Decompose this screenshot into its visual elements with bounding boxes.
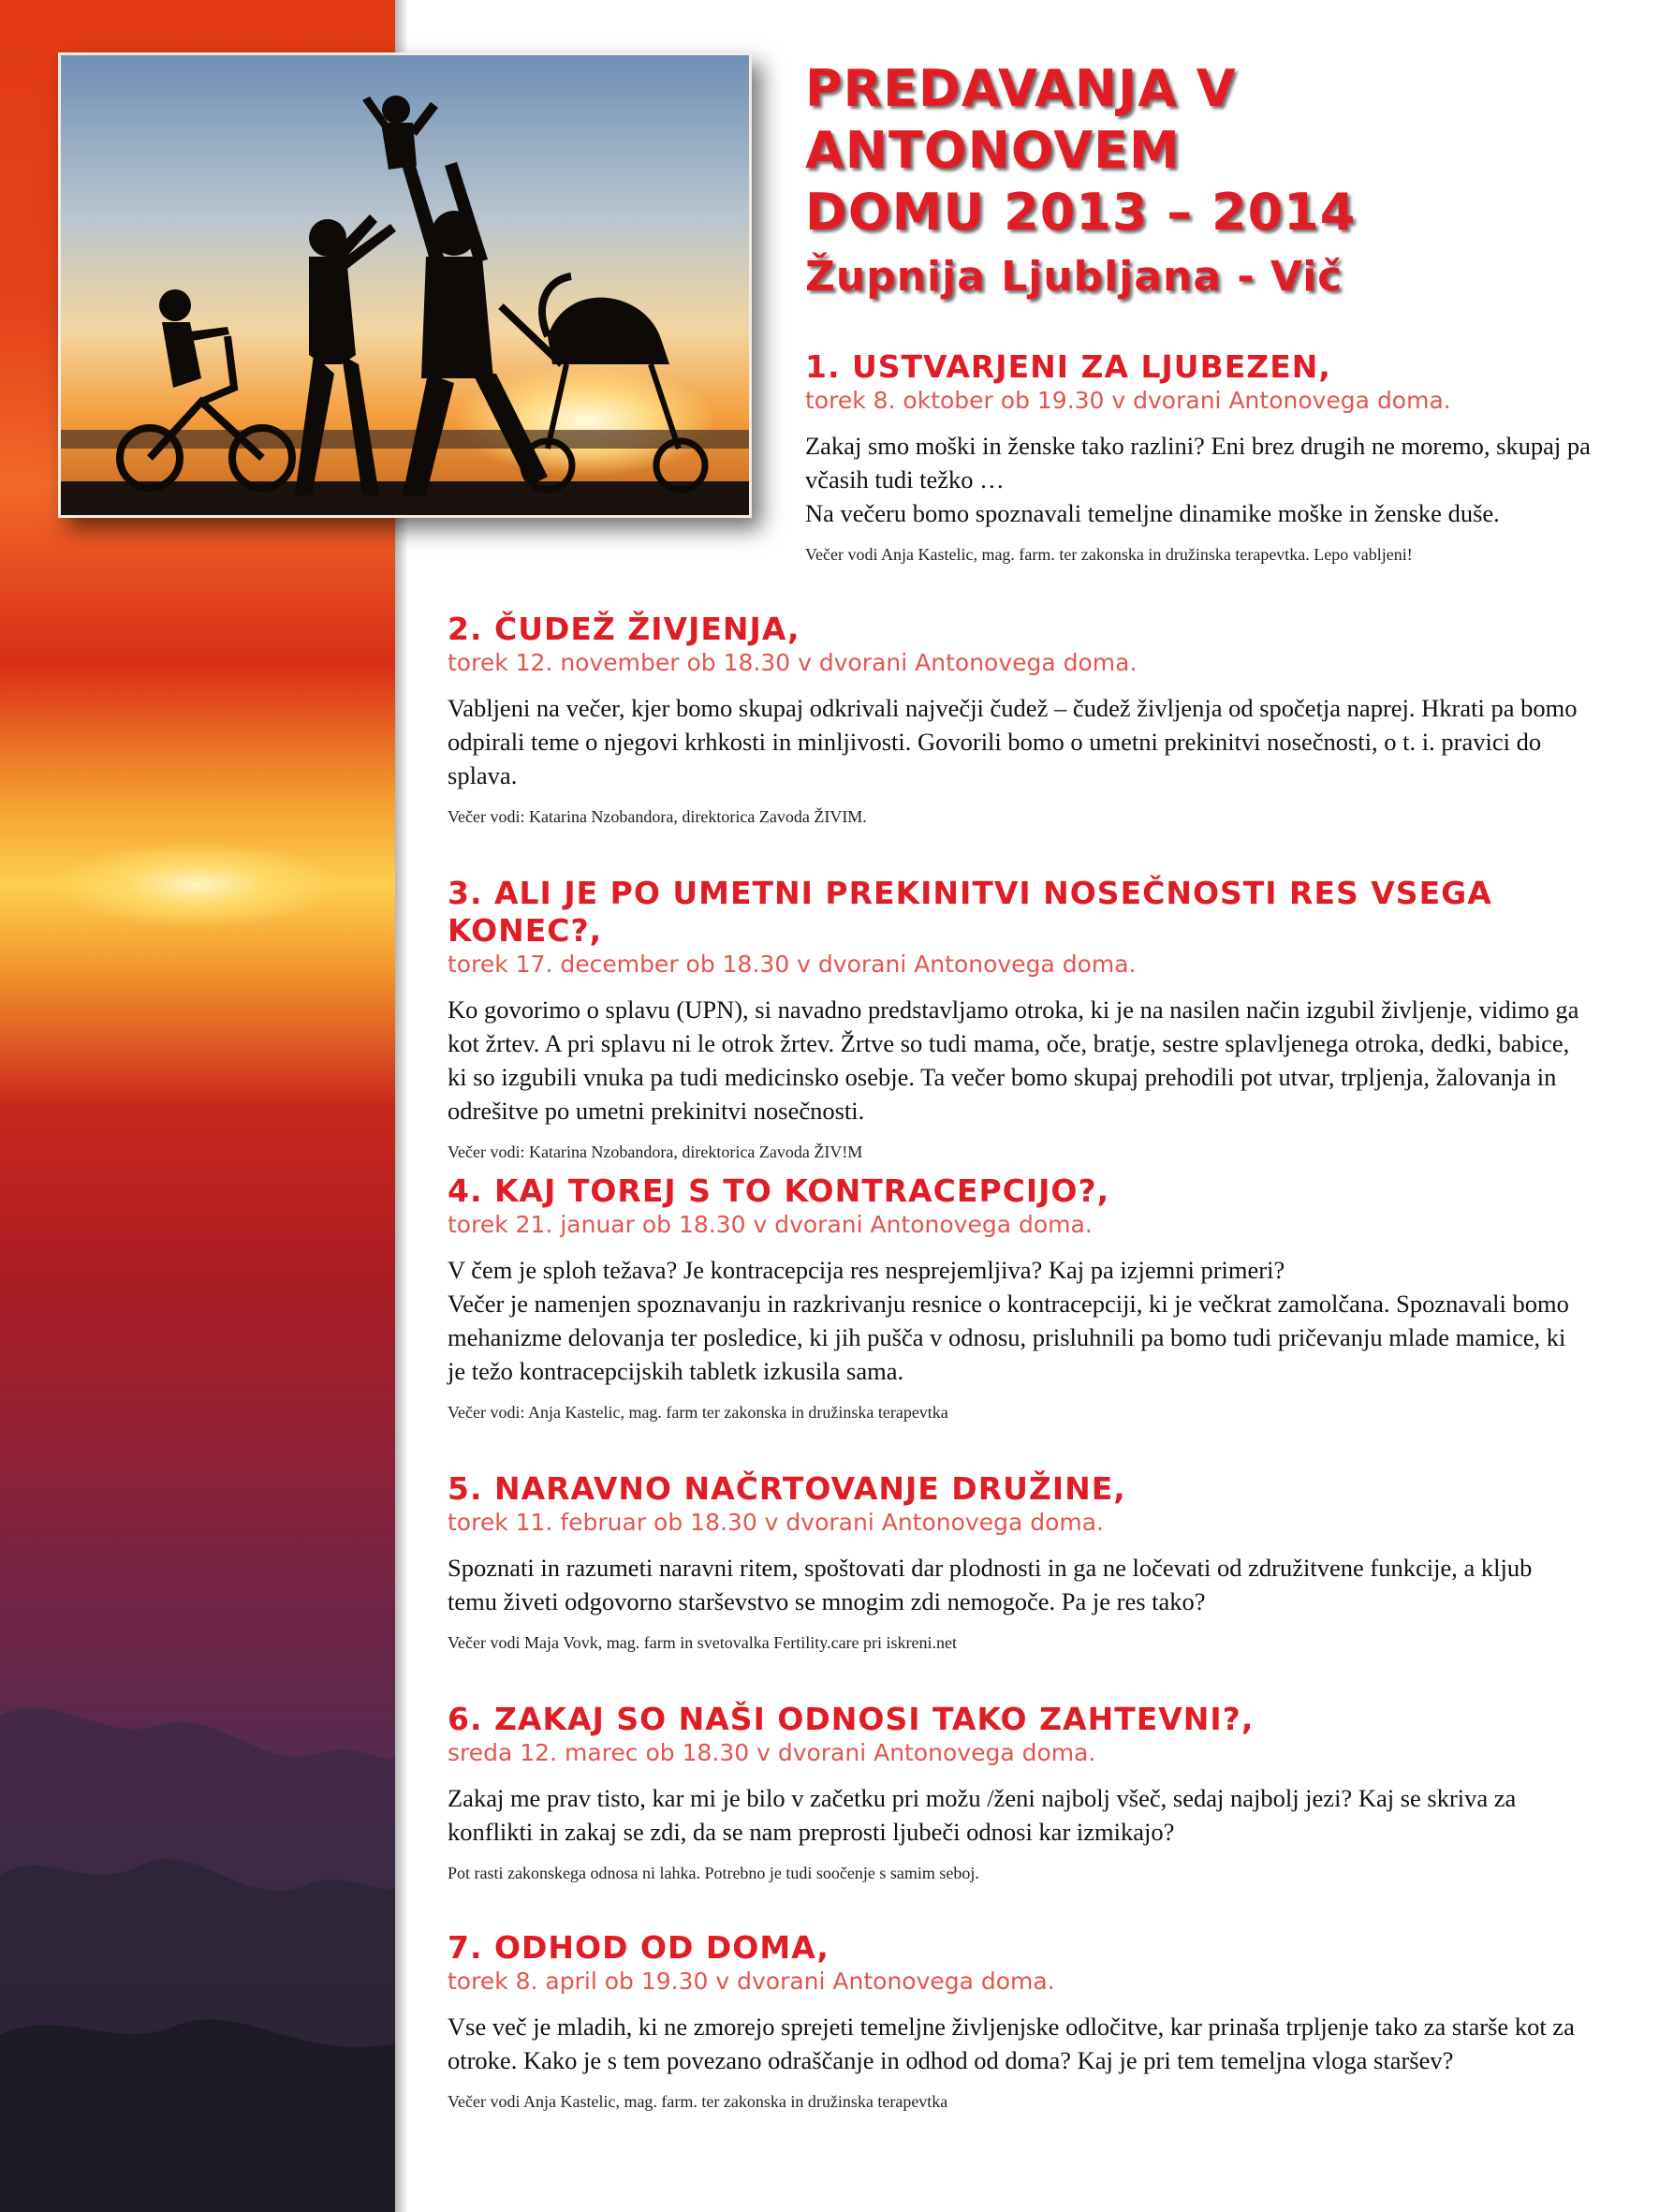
lecture-description bbox=[448, 1253, 1585, 1388]
description-paragraph: Ko govorimo o splavu (UPN), si navadno predstavljamo otroka, ki je na nasilen način izgubil življenje, vidimo ga kot žrtev. A pri splavu ni le otrok žrtev. Žrtve so tudi mama, oče, bratje, sestre splavljenega otroka, dedki, babice, ki so izgubili vnuka pa tudi medicinsko osebje. Ta večer bomo skupaj prehodili pot utvar, trpljenja, žalovanja in odrešitve po umetni prekinitvi nosečnosti. bbox=[448, 995, 1579, 1125]
page-title bbox=[805, 58, 1629, 305]
parish-subtitle: Župnija Ljubljana - Vič bbox=[805, 253, 1343, 301]
description-paragraph: Zakaj me prav tisto, kar mi je bilo v začetku pri možu /ženi najbolj všeč, sedaj najbolj jezi? Kaj se skriva za konflikti in zakaj se zdi, da se nam preprosti ljubeči odnosi kar izmikajo? bbox=[448, 1784, 1517, 1846]
description-paragraph: Večer je namenjen spoznavanju in razkrivanju resnice o kontracepciji, ki je večkrat zamolčana. Spoznavali bomo mehanizme delovanja ter posledice, ki jih pušča v odnosu, prisluhnili pa bomo tudi pričevanju mlade mamice, ki je težo kontracepcijskih tabletk izkusila sama. bbox=[448, 1290, 1569, 1385]
lecture-4 bbox=[448, 1172, 1585, 1423]
lecture-description bbox=[448, 1551, 1585, 1618]
lecture-leader: Pot rasti zakonskega odnosa ni lahka. Potrebno je tudi soočenje s samim seboj. bbox=[448, 1864, 979, 1882]
lecture-date: torek 17. december ob 18.30 v dvorani Antonovega doma. bbox=[448, 951, 1137, 978]
lecture-6 bbox=[448, 1701, 1585, 1884]
lecture-description bbox=[448, 691, 1585, 792]
lecture-leader: Večer vodi Anja Kastelic, mag. farm. ter zakonska in družinska terapevtka. Lepo vabljeni! bbox=[805, 545, 1413, 564]
lecture-date: torek 11. februar ob 18.30 v dvorani Antonovega doma. bbox=[448, 1509, 1105, 1536]
lecture-date: torek 8. april ob 19.30 v dvorani Antonovega doma. bbox=[448, 1968, 1055, 1995]
title-line-1: PREDAVANJA V ANTONOVEM bbox=[805, 59, 1237, 180]
lecture-date: sreda 12. marec ob 18.30 v dvorani Antonovega doma. bbox=[448, 1739, 1096, 1766]
lecture-title: 6. ZAKAJ SO NAŠI ODNOSI TAKO ZAHTEVNI?, bbox=[448, 1701, 1255, 1737]
title-line-2: DOMU 2013 – 2014 bbox=[805, 183, 1357, 242]
lecture-date: torek 8. oktober ob 19.30 v dvorani Antonovega doma. bbox=[805, 387, 1451, 414]
lecture-leader: Večer vodi: Katarina Nzobandora, direktorica Zavoda ŽIV!M bbox=[448, 1143, 863, 1161]
lecture-title: 5. NARAVNO NAČRTOVANJE DRUŽINE, bbox=[448, 1470, 1126, 1507]
lecture-title: 1. USTVARJENI ZA LJUBEZEN, bbox=[805, 348, 1331, 385]
description-paragraph: Na večeru bomo spoznavali temeljne dinamike moške in ženske duše. bbox=[805, 499, 1500, 527]
sun-glow bbox=[56, 843, 337, 927]
lecture-description bbox=[448, 1781, 1585, 1849]
description-paragraph: Spoznati in razumeti naravni ritem, spoštovati dar plodnosti in ga ne ločevati od združitvene funkcije, a kljub temu živeti odgovorno starševstvo se mnogim zdi nemogoče. Pa je res tako? bbox=[448, 1554, 1533, 1615]
lecture-description bbox=[805, 429, 1601, 530]
mountain-silhouette bbox=[0, 1631, 395, 2212]
lecture-1 bbox=[805, 348, 1601, 566]
lecture-leader: Večer vodi: Katarina Nzobandora, direktorica Zavoda ŽIVIM. bbox=[448, 807, 867, 826]
family-photo bbox=[58, 52, 752, 518]
lecture-date: torek 21. januar ob 18.30 v dvorani Antonovega doma. bbox=[448, 1211, 1093, 1238]
lecture-leader: Večer vodi: Anja Kastelic, mag. farm ter zakonska in družinska terapevtka bbox=[448, 1403, 948, 1422]
lecture-3 bbox=[448, 875, 1585, 1163]
lecture-description bbox=[448, 993, 1585, 1128]
lecture-leader: Večer vodi Maja Vovk, mag. farm in svetovalka Fertility.care pri iskreni.net bbox=[448, 1633, 958, 1652]
family-silhouette-sunset-icon bbox=[61, 55, 749, 515]
lecture-title: 3. ALI JE PO UMETNI PREKINITVI NOSEČNOSTI RES VSEGA KONEC?, bbox=[448, 875, 1492, 949]
lecture-description bbox=[448, 2010, 1585, 2077]
lecture-title: 2. ČUDEŽ ŽIVJENJA, bbox=[448, 611, 800, 647]
lecture-2 bbox=[448, 611, 1585, 828]
lecture-title: 7. ODHOD OD DOMA, bbox=[448, 1929, 830, 1966]
lecture-leader: Večer vodi Anja Kastelic, mag. farm. ter zakonska in družinska terapevtka bbox=[448, 2092, 948, 2111]
lecture-5 bbox=[448, 1470, 1585, 1654]
description-paragraph: Vabljeni na večer, kjer bomo skupaj odkrivali največji čudež – čudež življenja od spočetja naprej. Hkrati pa bomo odpirali teme o njegovi krhkosti in minljivosti. Govorili bomo o umetni prekinitvi nosečnosti, o t. i. pravici do splava. bbox=[448, 694, 1578, 789]
lecture-title: 4. KAJ TOREJ S TO KONTRACEPCIJO?, bbox=[448, 1172, 1110, 1209]
description-paragraph: Zakaj smo moški in ženske tako razlini? Eni brez drugih ne moremo, skupaj pa včasih tudi težko … bbox=[805, 432, 1591, 494]
lecture-7 bbox=[448, 1929, 1585, 2113]
description-paragraph: Vse več je mladih, ki ne zmorejo sprejeti temeljne življenjske odločitve, kar prinaša trpljenje tako za starše kot za otroke. Kako je s tem povezano odraščanje in odhod od doma? Kaj je pri tem temeljna vloga staršev? bbox=[448, 2013, 1575, 2074]
description-paragraph: V čem je sploh težava? Je kontracepcija res nesprejemljiva? Kaj pa izjemni primeri? bbox=[448, 1256, 1285, 1284]
lecture-date: torek 12. november ob 18.30 v dvorani Antonovega doma. bbox=[448, 649, 1138, 676]
